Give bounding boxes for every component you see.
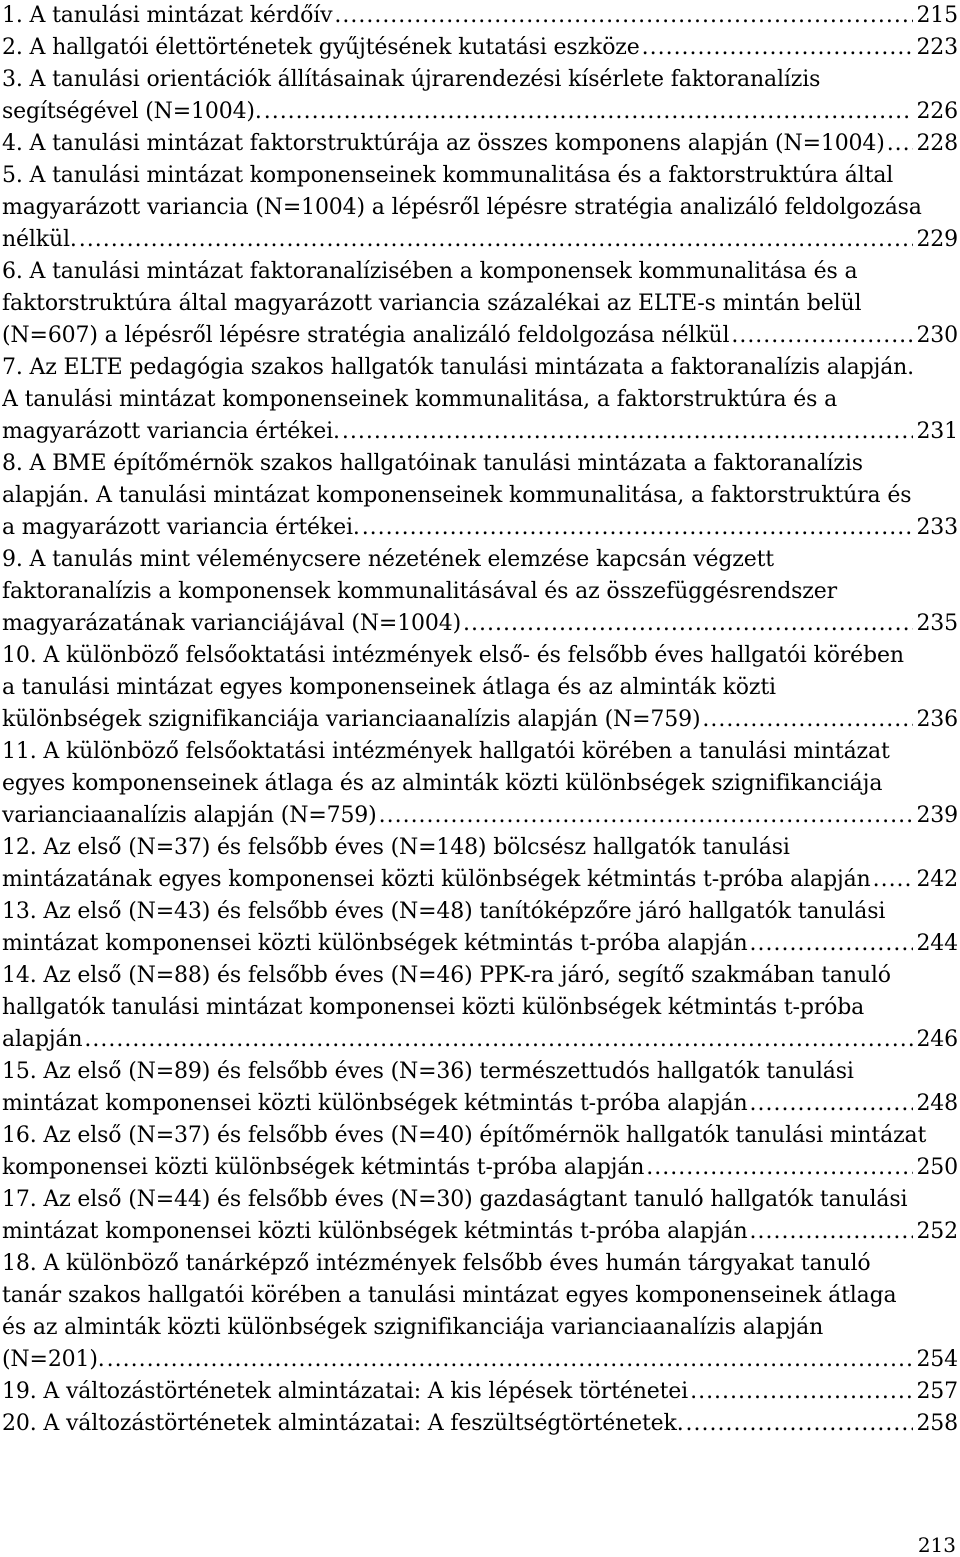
toc-entry-line: 8. A BME építőmérnök szakos hallgatóinak tanulási mintázata a faktoranalízis	[2, 451, 863, 476]
toc-entry-final-line	[2, 800, 958, 832]
toc-page-number: 231	[916, 419, 958, 444]
toc-page-number: 252	[916, 1219, 958, 1244]
toc-entry[interactable]	[2, 1408, 958, 1440]
toc-page-number: 215	[916, 3, 958, 28]
dot-leader	[84, 1024, 913, 1056]
toc-entry-final-line	[2, 224, 958, 256]
toc-page-number: 223	[916, 35, 958, 60]
toc-entry-line: 7. Az ELTE pedagógia szakos hallgatók tanulási mintázata a faktoranalízis alapján.	[2, 355, 915, 380]
toc-page-number: 228	[916, 131, 958, 156]
toc-entry-line: hallgatók tanulási mintázat komponensei közti különbségek kétmintás t-próba	[2, 995, 865, 1020]
dot-leader	[379, 800, 914, 832]
toc-entry-line: magyarázott variancia (N=1004) a lépésről lépésre stratégia analizáló feldolgozása	[2, 195, 922, 220]
toc-page-number: 246	[916, 1027, 958, 1052]
toc-entry-final-line	[2, 32, 958, 64]
toc-entry-title: a magyarázott variancia értékei.	[2, 515, 360, 540]
toc-entry-final-line	[2, 1216, 958, 1248]
table-of-contents	[2, 0, 958, 1440]
toc-entry-title: (N=201).	[2, 1347, 105, 1372]
toc-page-number: 239	[916, 803, 958, 828]
dot-leader	[686, 1408, 914, 1440]
page-number: 213	[917, 1533, 956, 1557]
toc-entry[interactable]	[2, 736, 958, 832]
dot-leader	[79, 224, 914, 256]
dot-leader	[731, 320, 913, 352]
toc-entry-title: 2. A hallgatói élettörténetek gyűjtésének kutatási eszköze	[2, 35, 640, 60]
toc-entry-final-line	[2, 416, 958, 448]
toc-entry-line: 18. A különböző tanárképző intézmények felsőbb éves humán tárgyakat tanuló	[2, 1251, 871, 1276]
toc-entry-final-line	[2, 1344, 958, 1376]
toc-entry-line: 3. A tanulási orientációk állításainak újrarendezési kísérlete faktoranalízis	[2, 67, 821, 92]
toc-entry[interactable]	[2, 352, 958, 448]
toc-entry-line: a tanulási mintázat egyes komponenseinek átlaga és az alminták közti	[2, 675, 776, 700]
toc-entry-final-line	[2, 96, 958, 128]
dot-leader	[463, 608, 913, 640]
toc-entry-final-line	[2, 608, 958, 640]
toc-entry-line: 9. A tanulás mint véleménycsere nézetének elemzése kapcsán végzett	[2, 547, 775, 572]
dot-leader	[362, 512, 914, 544]
toc-entry-final-line	[2, 512, 958, 544]
toc-entry-line: alapján. A tanulási mintázat komponenseinek kommunalitása, a faktorstruktúra és	[2, 483, 912, 508]
toc-entry-title: különbségek szignifikanciája varianciaanalízis alapján (N=759)	[2, 707, 701, 732]
toc-entry-line: 11. A különböző felsőoktatási intézmények hallgatói körében a tanulási mintázat	[2, 739, 890, 764]
toc-page-number: 257	[916, 1379, 958, 1404]
toc-entry[interactable]	[2, 1376, 958, 1408]
toc-entry[interactable]	[2, 0, 958, 32]
toc-entry-line: 14. Az első (N=88) és felsőbb éves (N=46) PPK-ra járó, segítő szakmában tanuló	[2, 963, 891, 988]
dot-leader	[342, 416, 914, 448]
dot-leader	[690, 1376, 913, 1408]
toc-entry-final-line	[2, 928, 958, 960]
toc-entry-title: 4. A tanulási mintázat faktorstruktúrája az összes komponens alapján (N=1004)	[2, 131, 885, 156]
toc-page-number: 242	[916, 867, 958, 892]
toc-entry-line: 6. A tanulási mintázat faktoranalízisében a komponensek kommunalitása és a	[2, 259, 858, 284]
dot-leader	[750, 1216, 914, 1248]
dot-leader	[750, 928, 914, 960]
toc-entry-line: 10. A különböző felsőoktatási intézmények első- és felsőbb éves hallgatói körében	[2, 643, 904, 668]
toc-entry-title: 20. A változástörténetek almintázatai: A feszültségtörténetek.	[2, 1411, 684, 1436]
dot-leader	[873, 864, 914, 896]
toc-entry-title: 1. A tanulási mintázat kérdőív	[2, 3, 333, 28]
toc-entry-title: mintázat komponensei közti különbségek kétmintás t-próba alapján	[2, 1219, 748, 1244]
toc-entry-title: nélkül.	[2, 227, 77, 252]
toc-entry[interactable]	[2, 128, 958, 160]
toc-entry[interactable]	[2, 960, 958, 1056]
toc-entry-line: faktoranalízis a komponensek kommunalitásával és az összefüggésrendszer	[2, 579, 837, 604]
toc-entry-final-line	[2, 1152, 958, 1184]
toc-page-number: 248	[916, 1091, 958, 1116]
toc-entry-line: A tanulási mintázat komponenseinek kommunalitása, a faktorstruktúra és a	[2, 387, 838, 412]
toc-page-number: 254	[916, 1347, 958, 1372]
toc-page-number: 258	[916, 1411, 958, 1436]
toc-entry[interactable]	[2, 256, 958, 352]
toc-entry-title: 19. A változástörténetek almintázatai: A kis lépések történetei	[2, 1379, 689, 1404]
dot-leader	[702, 704, 913, 736]
toc-entry-line: 15. Az első (N=89) és felsőbb éves (N=36) természettudós hallgatók tanulási	[2, 1059, 854, 1084]
dot-leader	[264, 96, 914, 128]
toc-entry-final-line	[2, 1376, 958, 1408]
toc-entry-final-line	[2, 864, 958, 896]
dot-leader	[107, 1344, 914, 1376]
toc-entry-title: segítségével (N=1004).	[2, 99, 262, 124]
toc-entry-line: 13. Az első (N=43) és felsőbb éves (N=48) tanítóképzőre járó hallgatók tanulási	[2, 899, 886, 924]
toc-entry-final-line	[2, 704, 958, 736]
toc-entry[interactable]	[2, 896, 958, 960]
dot-leader	[642, 32, 914, 64]
toc-page-number: 229	[916, 227, 958, 252]
toc-entry-line: faktorstruktúra által magyarázott variancia százalékai az ELTE-s mintán belül	[2, 291, 862, 316]
toc-entry-title: varianciaanalízis alapján (N=759)	[2, 803, 377, 828]
toc-entry[interactable]	[2, 1248, 958, 1376]
toc-page-number: 226	[916, 99, 958, 124]
toc-page-number: 230	[916, 323, 958, 348]
toc-entry[interactable]	[2, 160, 958, 256]
toc-entry-final-line	[2, 128, 958, 160]
toc-entry-title: alapján	[2, 1027, 83, 1052]
toc-entry-final-line	[2, 320, 958, 352]
toc-entry[interactable]	[2, 1056, 958, 1120]
toc-entry-title: (N=607) a lépésről lépésre stratégia analizáló feldolgozása nélkül	[2, 323, 730, 348]
toc-entry-line: tanár szakos hallgatói körében a tanulási mintázat egyes komponenseinek átlaga	[2, 1283, 897, 1308]
toc-entry-final-line	[2, 1024, 958, 1056]
toc-entry-line: egyes komponenseinek átlaga és az alminták közti különbségek szignifikanciája	[2, 771, 883, 796]
toc-entry-line: 17. Az első (N=44) és felsőbb éves (N=30) gazdaságtant tanuló hallgatók tanulási	[2, 1187, 908, 1212]
toc-entry-title: magyarázatának varianciájával (N=1004)	[2, 611, 462, 636]
toc-entry-final-line	[2, 1088, 958, 1120]
toc-entry[interactable]	[2, 64, 958, 128]
toc-entry-title: mintázatának egyes komponensei közti különbségek kétmintás t-próba alapján	[2, 867, 871, 892]
toc-page-number: 235	[916, 611, 958, 636]
toc-entry[interactable]	[2, 1120, 958, 1184]
toc-entry-title: magyarázott variancia értékei.	[2, 419, 340, 444]
toc-page-number: 250	[916, 1155, 958, 1180]
dot-leader	[646, 1152, 913, 1184]
toc-page-number: 244	[916, 931, 958, 956]
toc-entry-final-line	[2, 1408, 958, 1440]
toc-page-number: 233	[916, 515, 958, 540]
toc-entry-line: 5. A tanulási mintázat komponenseinek kommunalitása és a faktorstruktúra által	[2, 163, 894, 188]
toc-entry-title: komponensei közti különbségek kétmintás t-próba alapján	[2, 1155, 645, 1180]
toc-page-number: 236	[916, 707, 958, 732]
toc-entry-line: 16. Az első (N=37) és felsőbb éves (N=40) építőmérnök hallgatók tanulási mintázat	[2, 1123, 927, 1148]
dot-leader	[334, 0, 913, 32]
toc-entry-line: 12. Az első (N=37) és felsőbb éves (N=148) bölcsész hallgatók tanulási	[2, 835, 790, 860]
toc-entry-title: mintázat komponensei közti különbségek kétmintás t-próba alapján	[2, 1091, 748, 1116]
toc-entry[interactable]	[2, 544, 958, 640]
toc-entry[interactable]	[2, 1184, 958, 1248]
toc-entry-title: mintázat komponensei közti különbségek kétmintás t-próba alapján	[2, 931, 748, 956]
toc-entry[interactable]	[2, 448, 958, 544]
dot-leader	[750, 1088, 914, 1120]
toc-entry-line: és az alminták közti különbségek szignifikanciája varianciaanalízis alapján	[2, 1315, 824, 1340]
toc-entry[interactable]	[2, 832, 958, 896]
toc-entry[interactable]	[2, 32, 958, 64]
dot-leader	[887, 128, 914, 160]
toc-entry[interactable]	[2, 640, 958, 736]
toc-entry-final-line	[2, 0, 958, 32]
